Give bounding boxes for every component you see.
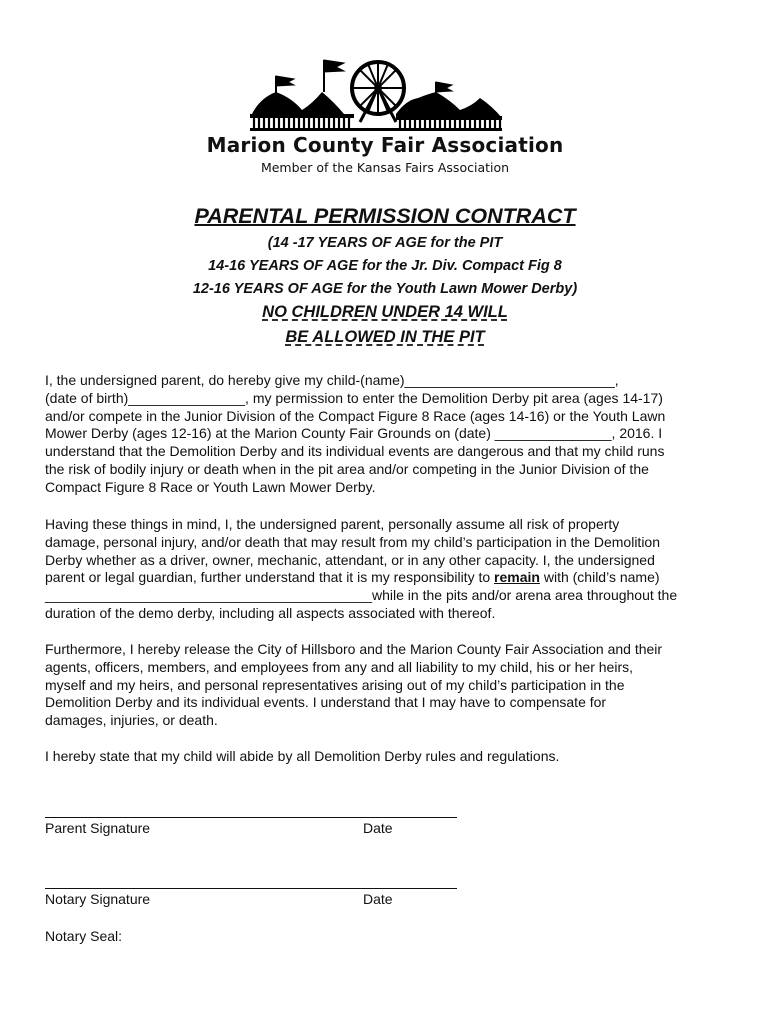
remain-emphasis: remain [494,569,540,586]
paragraph-line: __________________________________________while in the pits and/or arena area throughout the [45,587,678,604]
contract-title: PARENTAL PERMISSION CONTRACT [194,204,576,228]
age-line-pit: (14 -17 YEARS OF AGE for the PIT [267,235,503,251]
paragraph-line: myself and my heirs, and personal representatives arising out of my child’s participation in the [45,676,625,693]
line-text: parent or legal guardian, further understand that it is my responsibility to [45,569,495,586]
paragraph-line: Compact Figure 8 Race or Youth Lawn Mower Derby. [45,478,376,495]
warning-line-2: BE ALLOWED IN THE PIT [285,328,485,346]
paragraph-line [45,569,735,587]
paragraph-line: understand that the Demolition Derby and its individual events are dangerous and that my child runs [45,443,665,460]
warning-line-1: NO CHILDREN UNDER 14 WILL [262,303,508,321]
age-line-compact: 14-16 YEARS OF AGE for the Jr. Div. Compact Fig 8 [208,258,562,274]
release-paragraph [45,641,735,730]
permission-paragraph [45,372,735,497]
rules-paragraph [45,748,735,766]
paragraph-line: Derby whether as a driver, owner, mechanic, attendant, or in any other capacity. I, the undersigned [45,551,655,568]
paragraph-line: Demolition Derby and its individual events. I understand that I may have to compensate for [45,694,607,711]
paragraph-line: agents, officers, members, and employees from any and all liability to my child, his or her heirs, [45,658,633,675]
paragraph-line: Having these things in mind, I, the undersigned parent, personally assume all risk of property [45,516,620,532]
notary-date-label: Date [363,891,393,907]
paragraph-line: the risk of bodily injury or death when in the pit area and/or competing in the Junior Division of the [45,460,649,477]
paragraph-line: Furthermore, I hereby release the City of Hillsboro and the Marion County Fair Association and their [45,641,663,657]
parent-date-label: Date [363,820,393,836]
organization-name: Marion County Fair Association [206,133,564,157]
paragraph-line: damages, injuries, or death. [45,712,218,729]
notary-signature-label: Notary Signature [45,891,151,907]
notary-signature-line[interactable] [45,888,457,889]
fair-logo-icon [246,52,506,134]
paragraph-line: and/or compete in the Junior Division of the Compact Figure 8 Race (ages 14-16) or the Youth Lawn [45,407,666,424]
paragraph-line: damage, personal injury, and/or death that may result from my child’s participation in the Demolition [45,533,661,550]
parent-signature-line[interactable] [45,817,457,818]
risk-paragraph [45,516,735,623]
age-line-mower: 12-16 YEARS OF AGE for the Youth Lawn Mower Derby) [192,281,578,297]
paragraph-line: I hereby state that my child will abide by all Demolition Derby rules and regulations. [45,748,560,764]
paragraph-line: Mower Derby (ages 12-16) at the Marion County Fair Grounds on (date) _______________, 2016. I [45,425,663,442]
organization-subtitle: Member of the Kansas Fairs Association [260,160,510,175]
parent-signature-label: Parent Signature [45,820,151,836]
paragraph-line: I, the undersigned parent, do hereby give my child-(name)___________________________, [45,372,619,388]
line-text: with (child’s name) [539,569,660,586]
notary-seal-label: Notary Seal: [45,928,123,944]
paragraph-line: (date of birth)_______________, my permission to enter the Demolition Derby pit area (ages 14-17) [45,389,663,406]
paragraph-line: duration of the demo derby, including all aspects associated with thereof. [45,604,496,621]
